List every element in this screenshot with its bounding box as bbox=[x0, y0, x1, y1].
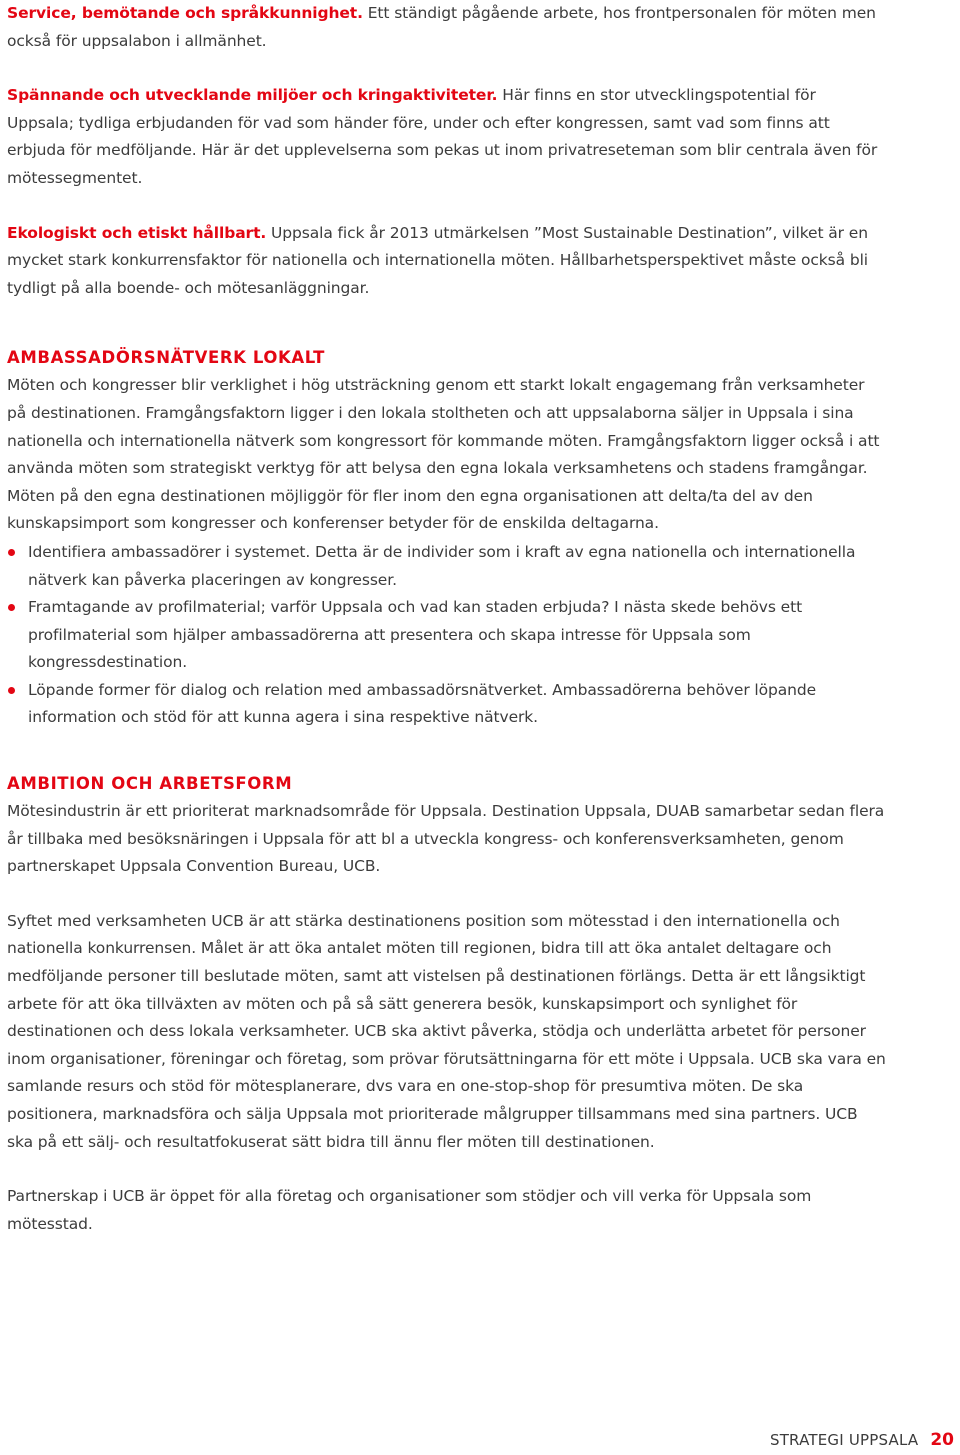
text-miljoer: Här finns en stor utvecklingspotential för Uppsala; tydliga erbjudanden för vad som händer före, under och efter kongressen, samt vad som finns att erbjuda för medföljande. Här är det upplevelserna som pekas ut inom privatreseteman som blir centrala även för mötessegmentet. bbox=[7, 86, 878, 187]
document-page bbox=[7, 0, 887, 1238]
ambassador-body: Möten och kongresser blir verklighet i hög utsträckning genom ett starkt lokalt engagemang från verksamheter på destinationen. Framgångsfaktorn ligger i den lokala stoltheten och att uppsalaborna säljer in Uppsala i sina nationella och internationella nätverk som kongressort för kommande möten. Framgångsfaktorn ligger också i att använda möten som strategiskt verktyg för att belysa den egna lokala verksamhetens och stadens framgångar. Möten på den egna destinationen möjliggör för fler inom den egna organisationen att delta/ta del av den kunskapsimport som kongresser och konferenser betyder för de enskilda deltagarna. bbox=[7, 376, 880, 533]
footer-label: STRATEGI UPPSALA bbox=[769, 1431, 919, 1449]
intro-paragraph-service bbox=[7, 0, 887, 55]
list-item bbox=[7, 594, 887, 677]
bullet-text: Löpande former för dialog och relation med ambassadörsnätverket. Ambassadörerna behöver löpande information och stöd för att kunna agera i sina respektive nätverk. bbox=[28, 680, 817, 727]
bullet-text: Identifiera ambassadörer i systemet. Detta är de individer som i kraft av egna nationella och internationella nätverk kan påverka placeringen av kongresser. bbox=[28, 542, 856, 589]
heading-ambition: AMBITION OCH ARBETSFORM bbox=[7, 774, 293, 794]
bullet-text: Framtagande av profilmaterial; varför Uppsala och vad kan staden erbjuda? I nästa skede behövs ett profilmaterial som hjälper ambassadörerna att presentera och skapa intresse för Uppsala som kongressdestination. bbox=[28, 598, 803, 672]
lead-service: Service, bemötande och språkkunnighet. bbox=[7, 4, 363, 22]
intro-paragraph-miljoer bbox=[7, 82, 887, 192]
ambition-paragraph-1: Mötesindustrin är ett prioriterat marknadsområde för Uppsala. Destination Uppsala, DUAB samarbetar sedan flera år tillbaka med besöksnäringen i Uppsala för att bl a utveckla kongress- och konferensverksamheten, genom partnerskapet Uppsala Convention Bureau, UCB. bbox=[7, 802, 885, 876]
page-number: 20 bbox=[930, 1430, 954, 1450]
page-footer bbox=[770, 1430, 954, 1450]
list-item bbox=[7, 677, 887, 732]
text-hallbart: Uppsala fick år 2013 utmärkelsen ”Most Sustainable Destination”, vilket är en mycket stark konkurrensfaktor för nationella och internationella möten. Hållbarhetsperspektivet måste också bli tydligt på alla boende- och mötesanläggningar. bbox=[7, 223, 869, 297]
lead-miljoer: Spännande och utvecklande miljöer och kringaktiviteter. bbox=[7, 86, 498, 105]
intro-paragraph-hallbart bbox=[7, 220, 887, 303]
list-item bbox=[7, 539, 887, 594]
text-service: Ett ständigt pågående arbete, hos frontpersonalen för möten men också för uppsalabon i allmänhet. bbox=[7, 4, 876, 50]
bullet-dot-icon bbox=[8, 604, 15, 611]
heading-ambassadorsnatverk: AMBASSADÖRSNÄTVERK LOKALT bbox=[7, 348, 326, 368]
ambassador-bullet-list bbox=[7, 539, 887, 732]
ambition-paragraph-2: Syftet med verksamheten UCB är att stärka destinationens position som mötesstad i den internationella och nationella konkurrensen. Målet är att öka antalet möten till regionen, bidra till att öka antalet deltagare och medföljande personer till beslutade möten, samt att vistelsen på destinationen förlängs. Detta är ett långsiktigt arbete för att öka tillväxten av möten och på så sätt generera besök, kunskapsimport och synlighet för destinationen och dess lokala verksamheter. UCB ska aktivt påverka, stödja och underlätta arbetet för personer inom organisationer, föreningar och företag, som prövar förutsättningarna för ett möte i Uppsala. UCB ska vara en samlande resurs och stöd för mötesplanerare, dvs vara en one-stop-shop för presumtiva möten. De ska positionera, marknadsföra och sälja Uppsala mot prioriterade målgrupper tillsammans med sina partners. UCB ska på ett sälj- och resultatfokuserat sätt bidra till ännu fler möten till destinationen. bbox=[7, 911, 886, 1151]
lead-hallbart: Ekologiskt och etiskt hållbart. bbox=[7, 223, 267, 242]
bullet-dot-icon bbox=[8, 687, 15, 694]
bullet-dot-icon bbox=[8, 549, 15, 556]
ambition-paragraph-3: Partnerskap i UCB är öppet för alla företag och organisationer som stödjer och vill verka för Uppsala som mötesstad. bbox=[7, 1187, 812, 1233]
